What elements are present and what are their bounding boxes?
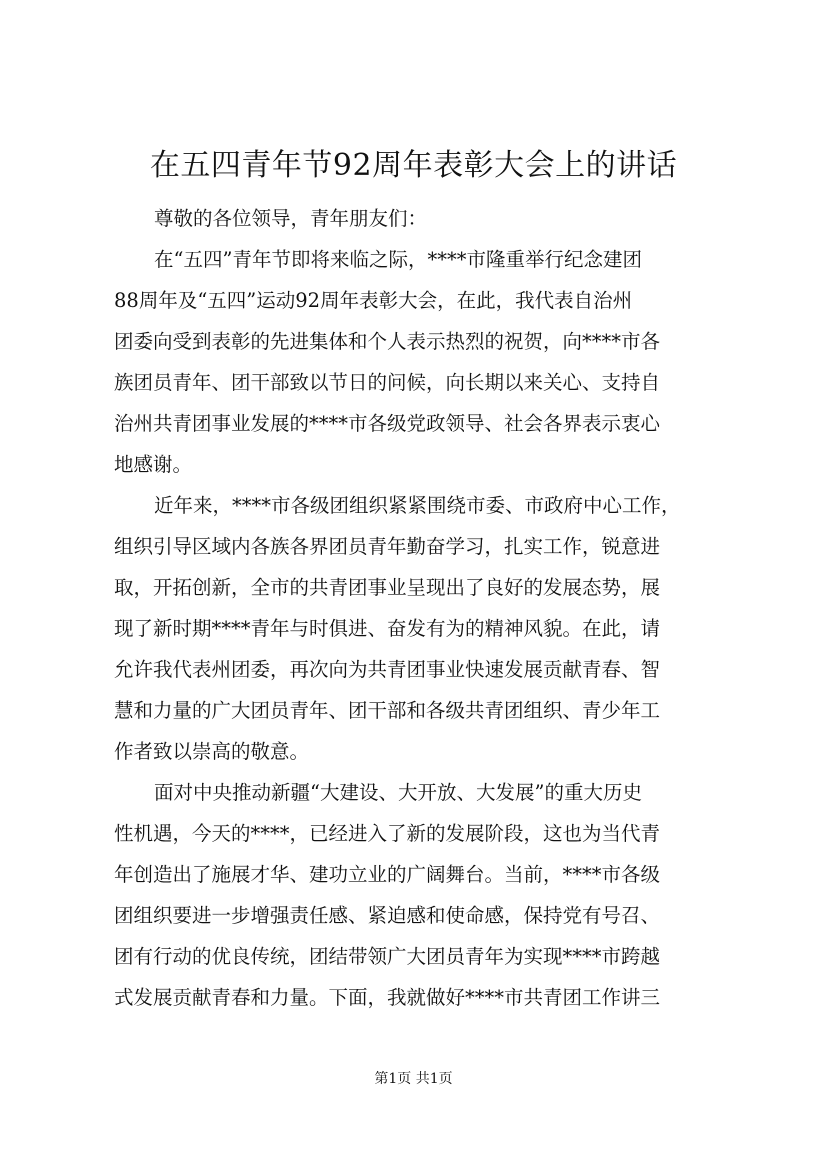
text-line: 年创造出了施展才华、建功立业的广阔舞台。当前，****市各级	[114, 863, 661, 886]
text-line: 团委向受到表彰的先进集体和个人表示热烈的祝贺，向****市各	[114, 330, 661, 353]
text-line: 面对中央推动新疆“大建设、大开放、大发展”的重大历史	[154, 781, 642, 804]
text-line: 团组织要进一步增强责任感、紧迫感和使命感，保持党有号召、	[114, 904, 661, 927]
text-line: 88周年及“五四”运动92周年表彰大会，在此，我代表自治州	[114, 289, 633, 312]
text-line: 允许我代表州团委，再次向为共青团事业快速发展贡献青春、智	[114, 658, 661, 681]
text-line: 近年来，****市各级团组织紧紧围绕市委、市政府中心工作，	[154, 494, 681, 517]
page-footer: 第1页 共1页	[374, 1071, 453, 1087]
text-line: 在“五四”青年节即将来临之际，****市隆重举行纪念建团	[154, 248, 642, 271]
text-line: 式发展贡献青春和力量。下面，我就做好****市共青团工作讲三	[114, 986, 661, 1009]
text-line: 取，开拓创新，全市的共青团事业呈现出了良好的发展态势，展	[114, 576, 661, 599]
text-line: 治州共青团事业发展的****市各级党政领导、社会各界表示衷心	[114, 412, 661, 435]
text-line: 组织引导区域内各族各界团员青年勤奋学习，扎实工作，锐意进	[114, 535, 661, 558]
text-line: 现了新时期****青年与时俱进、奋发有为的精神风貌。在此，请	[114, 617, 661, 640]
text-line: 尊敬的各位领导，青年朋友们：	[154, 207, 428, 230]
text-line: 慧和力量的广大团员青年、团干部和各级共青团组织、青少年工	[114, 699, 661, 722]
text-line: 地感谢。	[114, 453, 193, 476]
text-line: 性机遇，今天的****，已经进入了新的发展阶段，这也为当代青	[114, 822, 661, 845]
document-title: 在五四青年节92周年表彰大会上的讲话	[149, 148, 678, 183]
text-line: 团有行动的优良传统，团结带领广大团员青年为实现****市跨越	[114, 945, 661, 968]
text-line: 族团员青年、团干部致以节日的问候，向长期以来关心、支持自	[114, 371, 661, 394]
document-body	[114, 198, 724, 1018]
text-line: 作者致以崇高的敬意。	[114, 740, 310, 763]
